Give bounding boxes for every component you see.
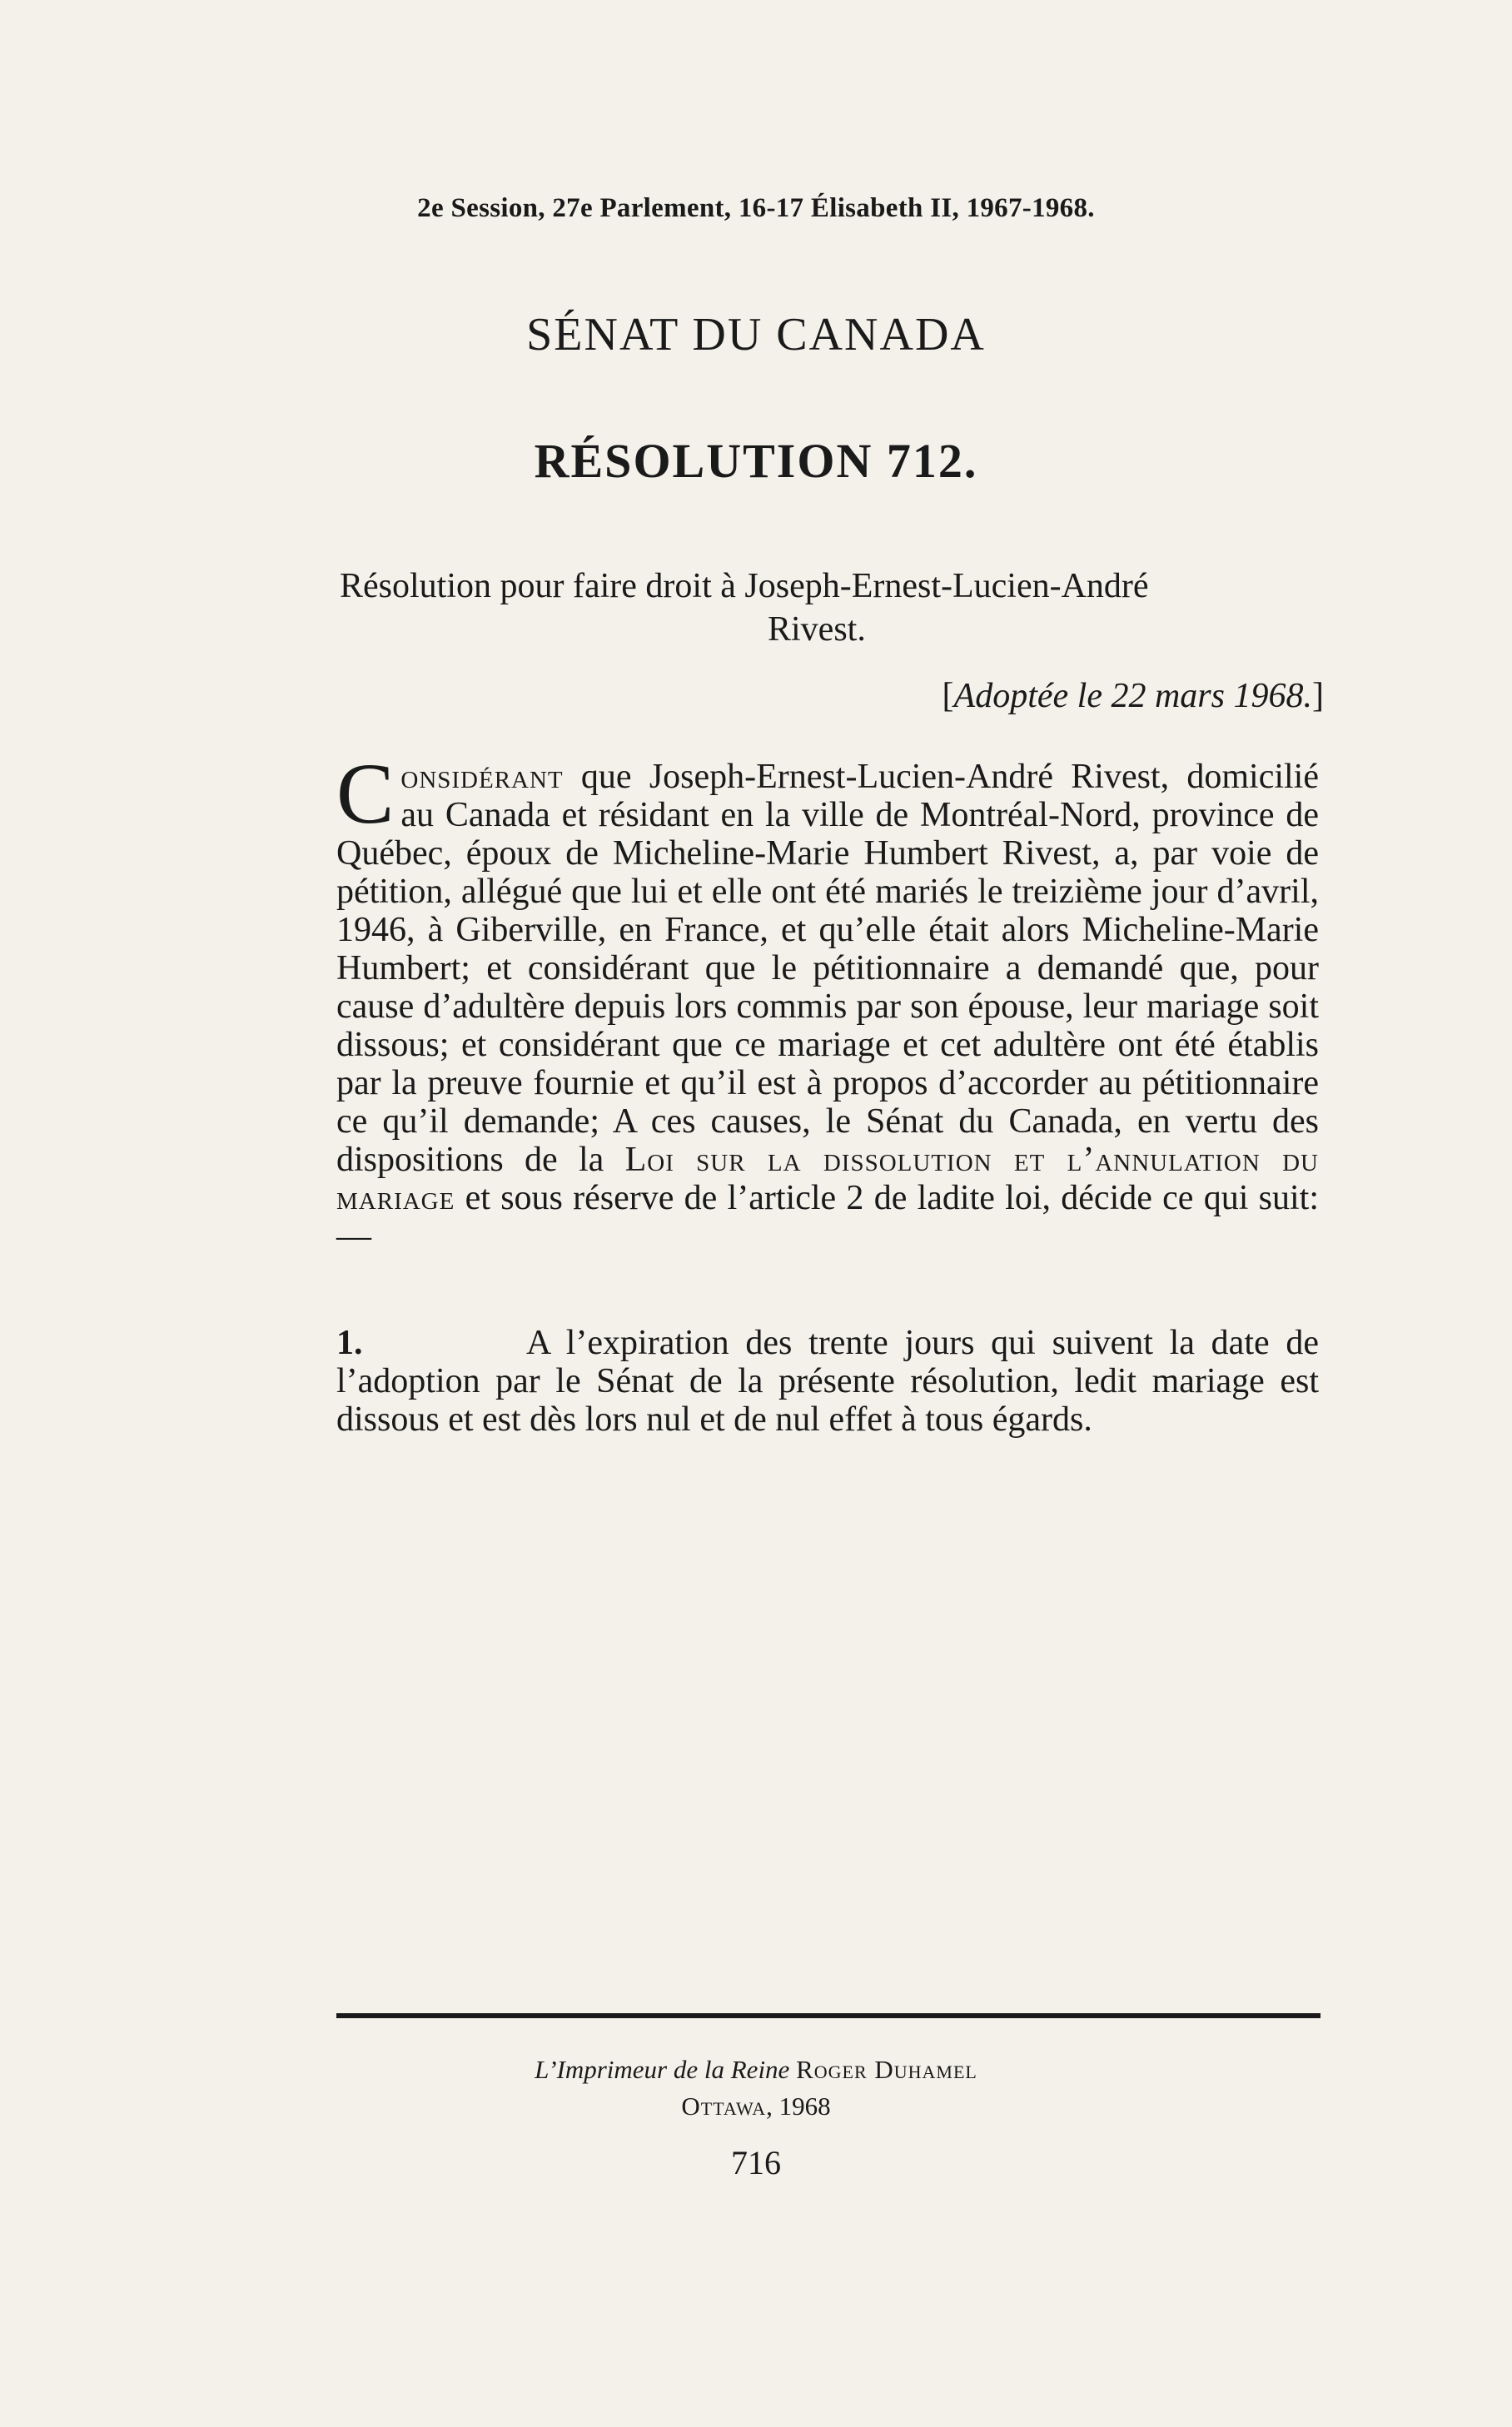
printer-line [0,2052,1512,2088]
subtitle-line-2: Rivest. [768,610,866,649]
printer-name: Roger Duhamel [796,2055,977,2084]
footer-rule [336,2013,1321,2018]
preamble-lead: onsidérant [400,758,564,796]
adoption-date [858,676,1324,716]
senate-heading: SÉNAT DU CANADA [526,309,986,361]
preamble-text-2: et sous réserve de l’article 2 de ladite loi, décide ce qui suit:— [336,1179,1319,1256]
session-header: 2e Session, 27e Parlement, 16-17 Élisabeth II, 1967-1968. [417,193,1095,223]
resolution-title: RÉSOLUTION 712. [534,434,978,488]
article-text: A l’expiration des trente jours qui suivent la date de l’adoption par le Sénat de la présente résolution, ledit mariage est dissous et est dès lors nul et de nul effet à tous égards. [336,1324,1319,1439]
adoption-prefix: Adoptée le [953,677,1112,715]
act-title: Loi sur la dissolution et l’annulation du mariage [336,1141,1320,1217]
article-number: 1. [336,1324,363,1362]
subtitle-line-1: Résolution pour faire droit à Joseph-Ernest-Lucien-André [340,567,1149,605]
resolution-subtitle [340,564,1322,651]
adoption-date-value: 22 mars 1968. [1111,677,1312,715]
adoption-close-bracket: ] [1312,677,1324,715]
adoption-open-bracket: [ [942,677,954,715]
preamble-text-1: que Joseph-Ernest-Lucien-André Rivest, domicilié au Canada et résidant en la ville de Montréal-Nord, province de Québec, époux de Micheline-Marie Humbert Rivest, a, par voie de pétition, allégué que lui et elle ont été mariés le treizième jour d’avril, 1946, à Giberville, en France, et qu’elle était alors Micheline-Marie Humbert; et considérant que le pétitionnaire a demandé que, pour cause d’adultère depuis lors commis par son épouse, leur mariage soit dissous; et considérant que ce mariage et cet adultère ont été établis par la preuve fournie et qu’il est à propos d’accorder au pétitionnaire ce qu’il demande; A ces causes, le Sénat du Canada, en vertu des dispositions de la [336,758,1319,1179]
drop-cap: C [336,746,395,842]
imprint-city: Ottawa [681,2091,767,2121]
printer-imprint [0,2052,1512,2125]
page-number: 716 [731,2144,781,2181]
printer-title: L’Imprimeur de la Reine [535,2055,790,2084]
imprint-place-line [0,2088,1512,2125]
imprint-year: , 1968 [766,2091,831,2121]
article-1 [336,1324,1319,1439]
preamble-paragraph [336,746,1320,1256]
